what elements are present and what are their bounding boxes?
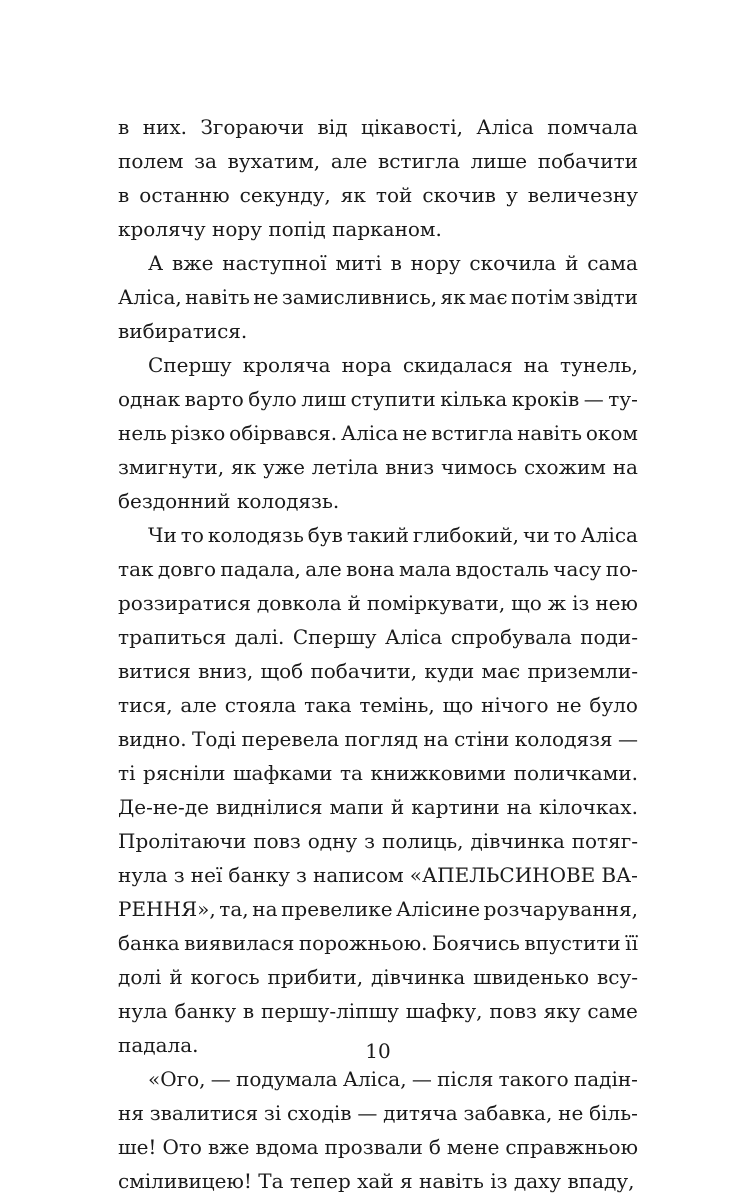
paragraph — [118, 348, 638, 518]
text-line: нель різко обірвався. Аліса не встигла навіть оком — [118, 421, 638, 445]
text-line: падала. — [118, 1033, 199, 1057]
text-line: долі й когось прибити, дівчинка швиденько всу- — [118, 965, 638, 989]
text-line: РЕННЯ», та, на превелике Алісине розчарування, — [118, 897, 638, 921]
text-line: роззиратися довкола й поміркувати, що ж із нею — [118, 591, 638, 615]
text-line: А вже наступної миті в нору скочила й сама — [148, 251, 638, 275]
text-line: нула з неї банку з написом «АПЕЛЬСИНОВЕ ВА- — [118, 863, 638, 887]
text-line: бездонний колодязь. — [118, 489, 340, 513]
text-line: Спершу кроляча нора скидалася на тунель, — [148, 353, 638, 377]
text-line: ше! Ото вже вдома прозвали б мене справжньою — [118, 1135, 638, 1159]
text-line: кролячу нору попід парканом. — [118, 217, 442, 241]
text-line: ті рясніли шафками та книжковими поличками. — [118, 761, 638, 785]
text-line: витися вниз, щоб побачити, куди має приземли- — [118, 659, 638, 683]
text-line: «Ого, — подумала Аліса, — після такого падін- — [148, 1067, 638, 1091]
text-line: трапиться далі. Спершу Аліса спробувала поди- — [118, 625, 638, 649]
text-line: ня звалитися зі сходів — дитяча забавка, не біль- — [118, 1101, 638, 1125]
text-line: Аліса, навіть не замисливнись, як має потім звідти — [118, 285, 638, 309]
body-text — [118, 110, 638, 1198]
text-line: в останню секунду, як той скочив у величезну — [118, 183, 638, 207]
text-line: нула банку в першу-ліпшу шафку, повз яку саме — [118, 999, 638, 1023]
paragraph — [118, 246, 638, 348]
text-line: змигнути, як уже летіла вниз чимось схожим на — [118, 455, 638, 479]
paragraph — [118, 1062, 638, 1198]
paragraph — [118, 518, 638, 1062]
page-number: 10 — [365, 1039, 391, 1063]
text-line: сміливицею! Та тепер хай я навіть із даху впаду, — [118, 1169, 635, 1193]
text-line: так довго падала, але вона мала вдосталь часу по- — [118, 557, 638, 581]
text-line: вибиратися. — [118, 319, 248, 343]
text-line: банка виявилася порожньою. Боячись впустити її — [118, 931, 638, 955]
text-line: Пролітаючи повз одну з полиць, дівчинка потяг- — [118, 829, 638, 853]
text-line: видно. Тоді перевела погляд на стіни колодязя — — [118, 727, 638, 751]
text-line: Де-не-де виднілися мапи й картини на кілочках. — [118, 795, 638, 819]
text-line: полем за вухатим, але встигла лише побачити — [118, 149, 638, 173]
paragraph — [118, 110, 638, 246]
text-line: однак варто було лиш ступити кілька кроків — ту- — [118, 387, 638, 411]
text-line: тися, але стояла така темінь, що нічого не було — [118, 693, 638, 717]
text-line: в них. Згораючи від цікавості, Аліса помчала — [118, 115, 638, 139]
text-line: Чи то колодязь був такий глибокий, чи то Аліса — [148, 523, 638, 547]
